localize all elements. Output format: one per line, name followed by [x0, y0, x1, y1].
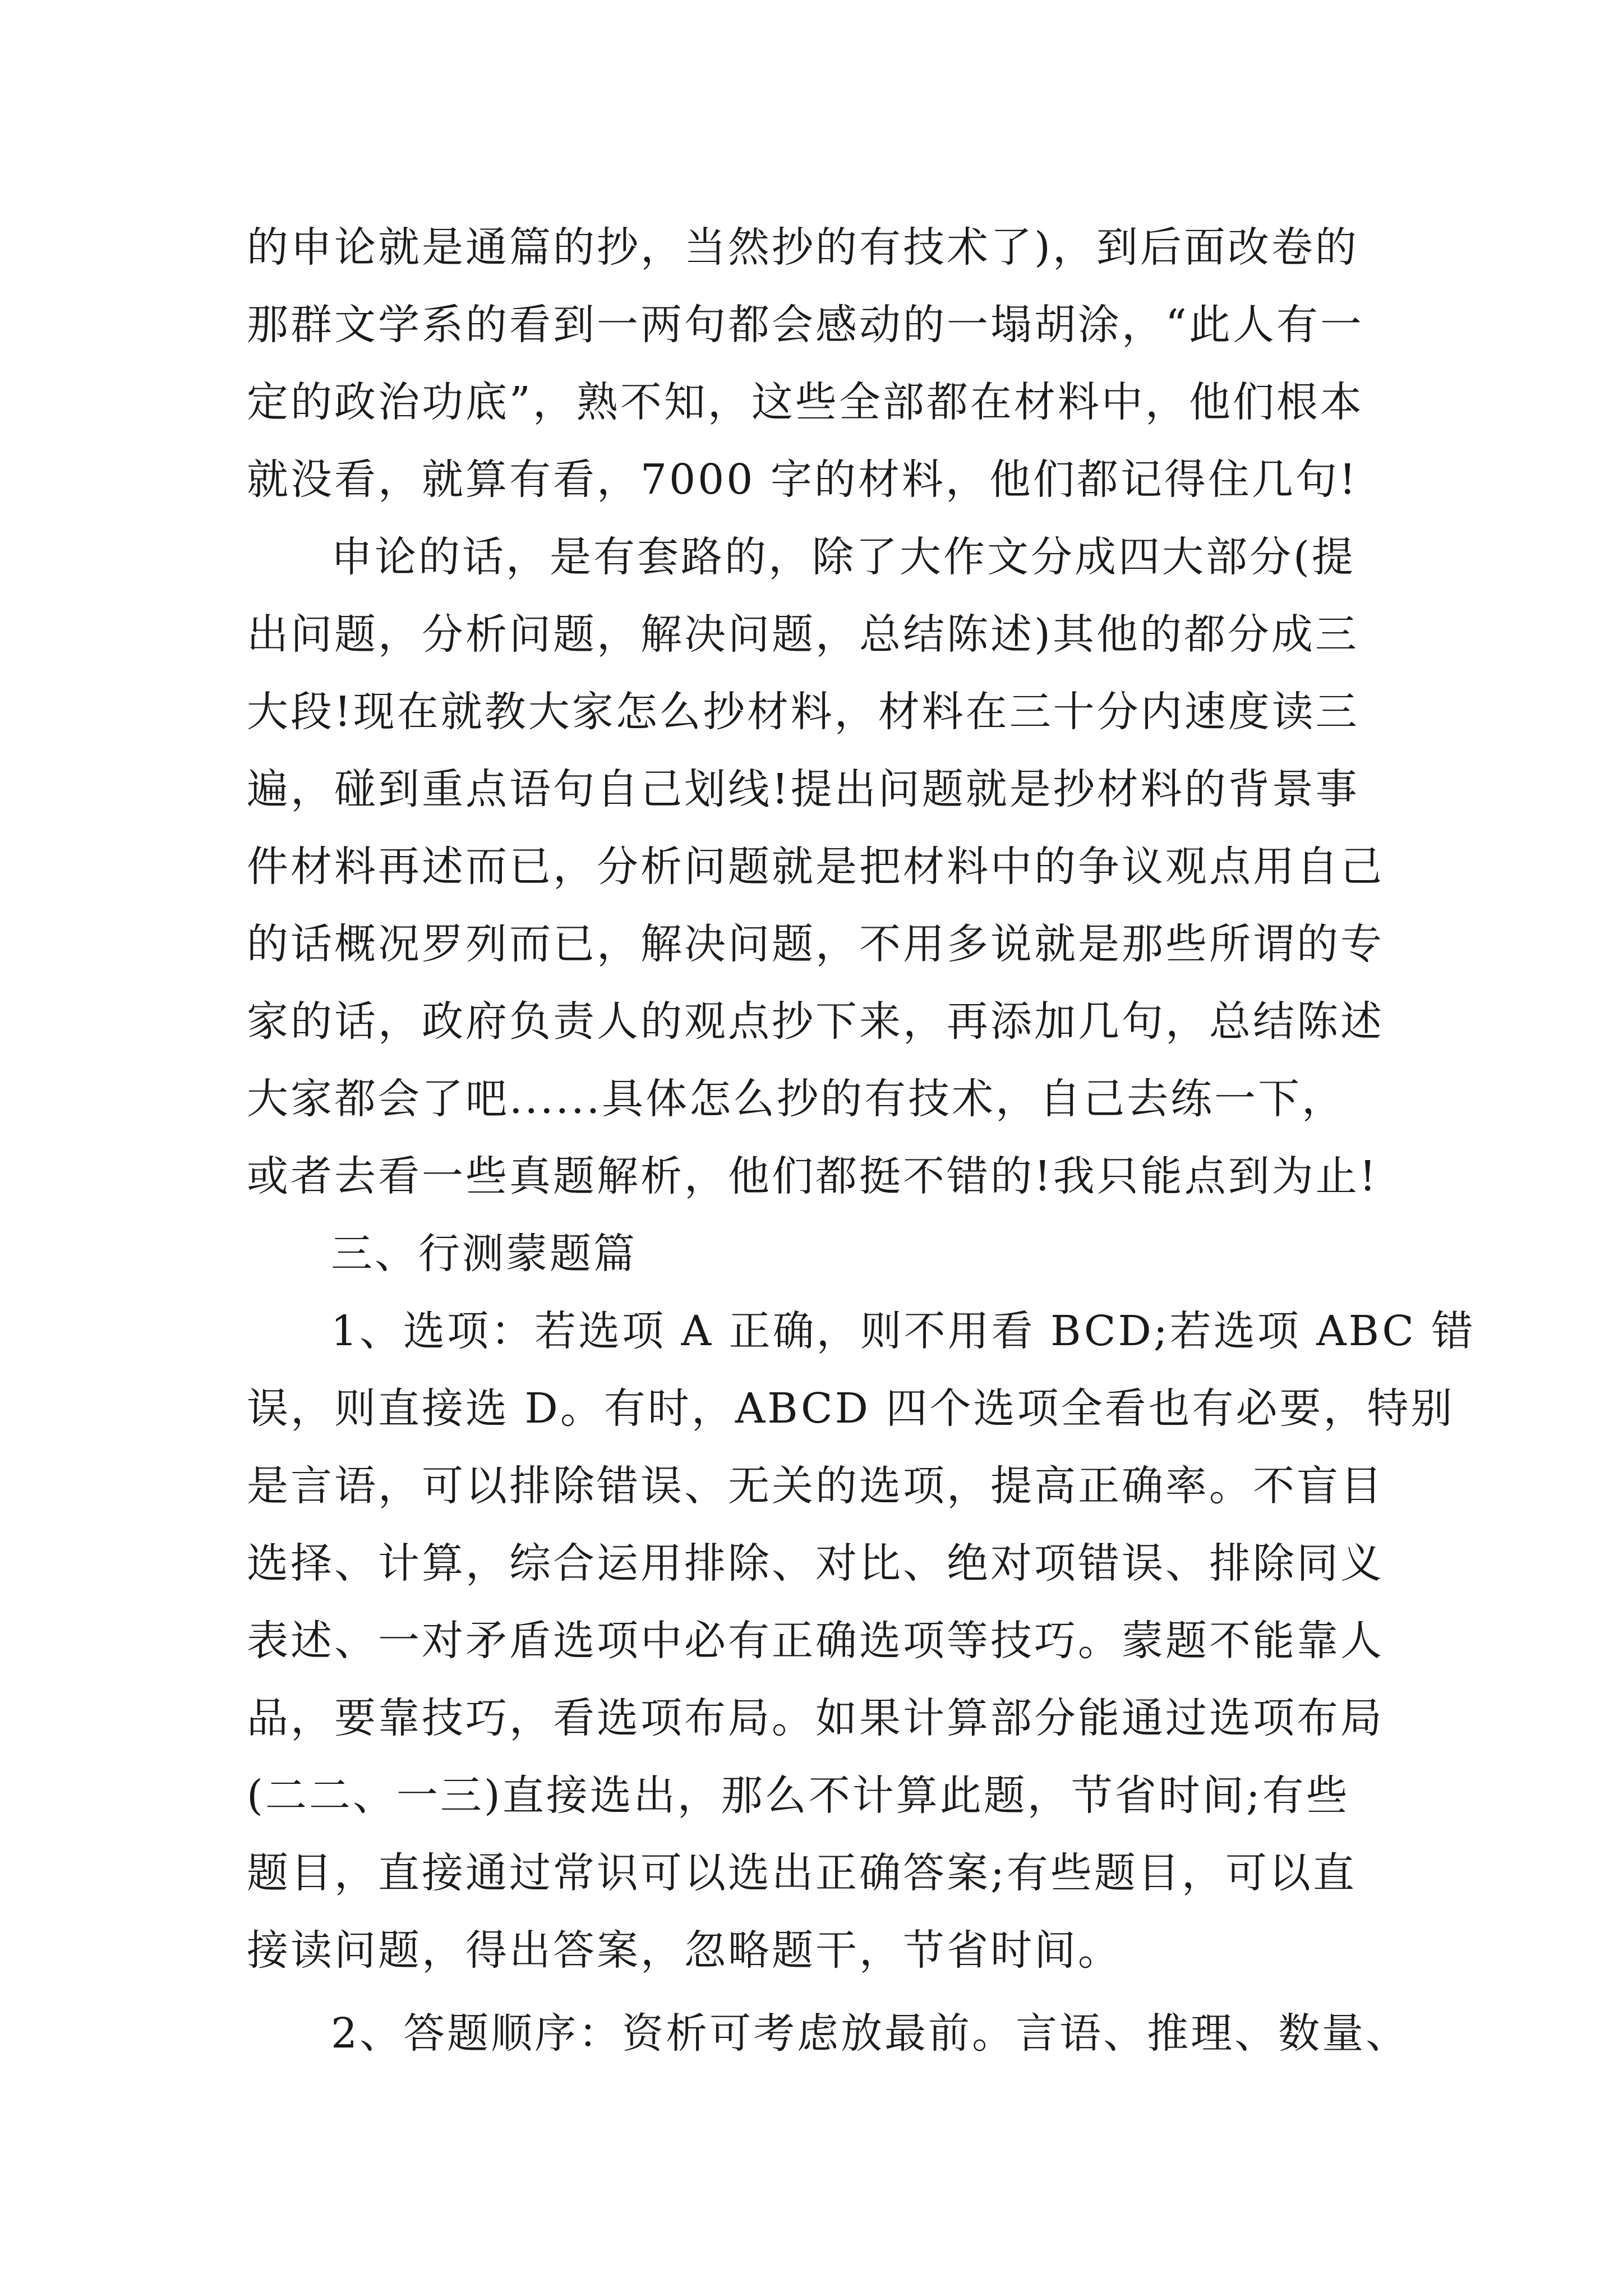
paragraph-start-line: 1、选项：若选项 A 正确，则不用看 BCD;若选项 ABC 错	[331, 1307, 1476, 1355]
paragraph-start-line: 2、答题顺序：资析可考虑放最前。言语、推理、数量、	[331, 2009, 1410, 2058]
text-line: (二二、一三)直接选出，那么不计算此题，节省时间;有些	[247, 1772, 1350, 1820]
text-line: 遍，碰到重点语句自己划线!提出问题就是抄材料的背景事	[247, 765, 1359, 813]
text-line: 表述、一对矛盾选项中必有正确选项等技巧。蒙题不能靠人	[247, 1617, 1384, 1665]
text-line: 品，要靠技巧，看选项布局。如果计算部分能通过选项布局	[247, 1694, 1384, 1742]
document-body	[247, 209, 1476, 2072]
text-line: 的话概况罗列而已，解决问题，不用多说就是那些所谓的专	[247, 920, 1384, 968]
text-line: 或者去看一些真题解析，他们都挺不错的!我只能点到为止!	[247, 1152, 1378, 1200]
text-line: 的申论就是通篇的抄，当然抄的有技术了)，到后面改卷的	[247, 223, 1359, 272]
text-line: 是言语，可以排除错误、无关的选项，提高正确率。不盲目	[247, 1462, 1384, 1510]
text-line: 家的话，政府负责人的观点抄下来，再添加几句，总结陈述	[247, 997, 1384, 1046]
text-line: 题目，直接通过常识可以选出正确答案;有些题目，可以直	[247, 1849, 1357, 1897]
text-line: 出问题，分析问题，解决问题，总结陈述)其他的都分成三	[247, 610, 1359, 659]
text-line: 就没看，就算有看，7000 字的材料，他们都记得住几句!	[247, 455, 1358, 504]
text-line: 误，则直接选 D。有时，ABCD 四个选项全看也有必要，特别	[247, 1384, 1455, 1433]
text-line: 件材料再述而已，分析问题就是把材料中的争议观点用自己	[247, 843, 1384, 891]
text-line: 定的政治功底”，熟不知，这些全部都在材料中，他们根本	[247, 378, 1364, 426]
paragraph-start-line: 申论的话，是有套路的，除了大作文分成四大部分(提	[331, 533, 1355, 581]
text-line: 接读问题，得出答案，忽略题干，节省时间。	[247, 1926, 1122, 1975]
text-line: 那群文学系的看到一两句都会感动的一塌胡涂，“此人有一	[247, 301, 1364, 349]
text-line: 选择、计算，综合运用排除、对比、绝对项错误、排除同义	[247, 1539, 1384, 1588]
text-line: 大段!现在就教大家怎么抄材料，材料在三十分内速度读三	[247, 688, 1359, 736]
section-heading: 三、行测蒙题篇	[331, 1230, 637, 1278]
text-line: 大家都会了吧......具体怎么抄的有技术，自己去练一下，	[247, 1075, 1346, 1123]
